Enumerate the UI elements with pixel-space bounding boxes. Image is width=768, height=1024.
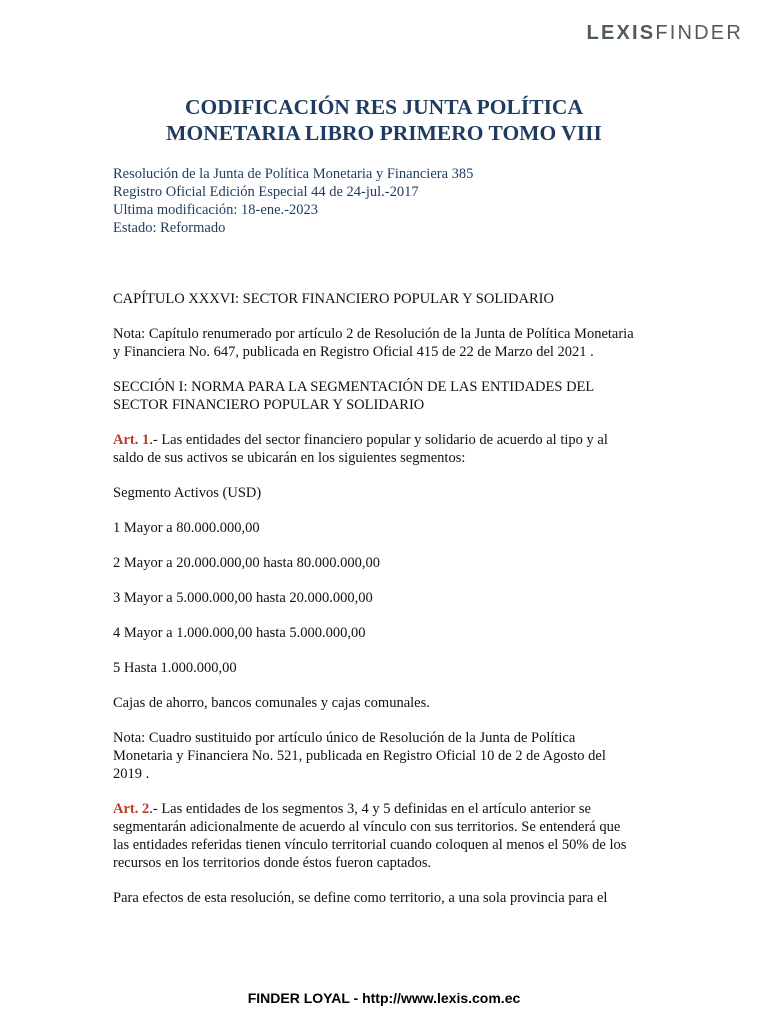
document-title xyxy=(0,94,768,146)
cajas-paragraph: Cajas de ahorro, bancos comunales y cajas comunales. xyxy=(113,695,430,711)
note2-line3: 2019 . xyxy=(113,766,150,782)
note-renumbered xyxy=(113,325,673,361)
footer-link[interactable]: FINDER LOYAL - http://www.lexis.com.ec xyxy=(247,990,521,1006)
document-metadata xyxy=(113,165,473,237)
section-line2: SECTOR FINANCIERO POPULAR Y SOLIDARIO xyxy=(113,397,425,413)
title-line-1: CODIFICACIÓN RES JUNTA POLÍTICA xyxy=(184,95,583,119)
meta-resolution: Resolución de la Junta de Política Monetaria y Financiera 385 xyxy=(113,166,474,182)
section-line1: SECCIÓN I: NORMA PARA LA SEGMENTACIÓN DE LAS ENTIDADES DEL xyxy=(113,379,595,395)
article-1 xyxy=(113,431,673,467)
logo-finder: FINDER xyxy=(655,22,743,44)
chapter-heading: CAPÍTULO XXXVI: SECTOR FINANCIERO POPULAR Y SOLIDARIO xyxy=(113,291,554,307)
meta-status: Estado: Reformado xyxy=(113,220,226,236)
lexis-finder-logo xyxy=(587,22,743,45)
logo-lexis: LEXIS xyxy=(586,22,656,44)
art1-line1: .- Las entidades del sector financiero popular y solidario de acuerdo al tipo y al xyxy=(149,432,608,448)
art2-line2: segmentarán adicionalmente de acuerdo al vínculo con sus territorios. Se entenderá que xyxy=(113,819,621,835)
note2-line1: Nota: Cuadro sustituido por artículo único de Resolución de la Junta de Política xyxy=(113,730,576,746)
segment-2: 2 Mayor a 20.000.000,00 hasta 80.000.000,00 xyxy=(113,555,381,571)
note1-line2: y Financiera No. 647, publicada en Registro Oficial 415 de 22 de Marzo del 2021 . xyxy=(113,344,594,360)
meta-last-modified: Ultima modificación: 18-ene.-2023 xyxy=(113,202,318,218)
note2-line2: Monetaria y Financiera No. 521, publicada en Registro Oficial 10 de 2 de Agosto del xyxy=(113,748,606,764)
segment-5: 5 Hasta 1.000.000,00 xyxy=(113,660,237,676)
article-2 xyxy=(113,800,673,872)
territory-paragraph: Para efectos de esta resolución, se define como territorio, a una sola provincia para el xyxy=(113,890,608,906)
segments-header: Segmento Activos (USD) xyxy=(113,485,262,501)
note1-line1: Nota: Capítulo renumerado por artículo 2 de Resolución de la Junta de Política Monetaria xyxy=(113,326,634,342)
segment-3: 3 Mayor a 5.000.000,00 hasta 20.000.000,00 xyxy=(113,590,373,606)
art2-line3: las entidades referidas tienen vínculo territorial cuando coloquen al menos el 50% de los xyxy=(113,837,627,853)
meta-registro: Registro Oficial Edición Especial 44 de 24-jul.-2017 xyxy=(113,184,419,200)
note-cuadro xyxy=(113,729,673,783)
section-heading xyxy=(113,378,673,414)
art1-line2: saldo de sus activos se ubicarán en los siguientes segmentos: xyxy=(113,450,466,466)
title-line-2: MONETARIA LIBRO PRIMERO TOMO VIII xyxy=(166,121,602,145)
art2-line1: .- Las entidades de los segmentos 3, 4 y 5 definidas en el artículo anterior se xyxy=(149,801,591,817)
art-1-label: Art. 1 xyxy=(113,432,150,448)
art-2-label: Art. 2 xyxy=(113,801,150,817)
document-body xyxy=(113,290,673,924)
art2-line4: recursos en los territorios donde éstos fueron captados. xyxy=(113,855,432,871)
segment-1: 1 Mayor a 80.000.000,00 xyxy=(113,520,260,536)
segment-4: 4 Mayor a 1.000.000,00 hasta 5.000.000,00 xyxy=(113,625,366,641)
